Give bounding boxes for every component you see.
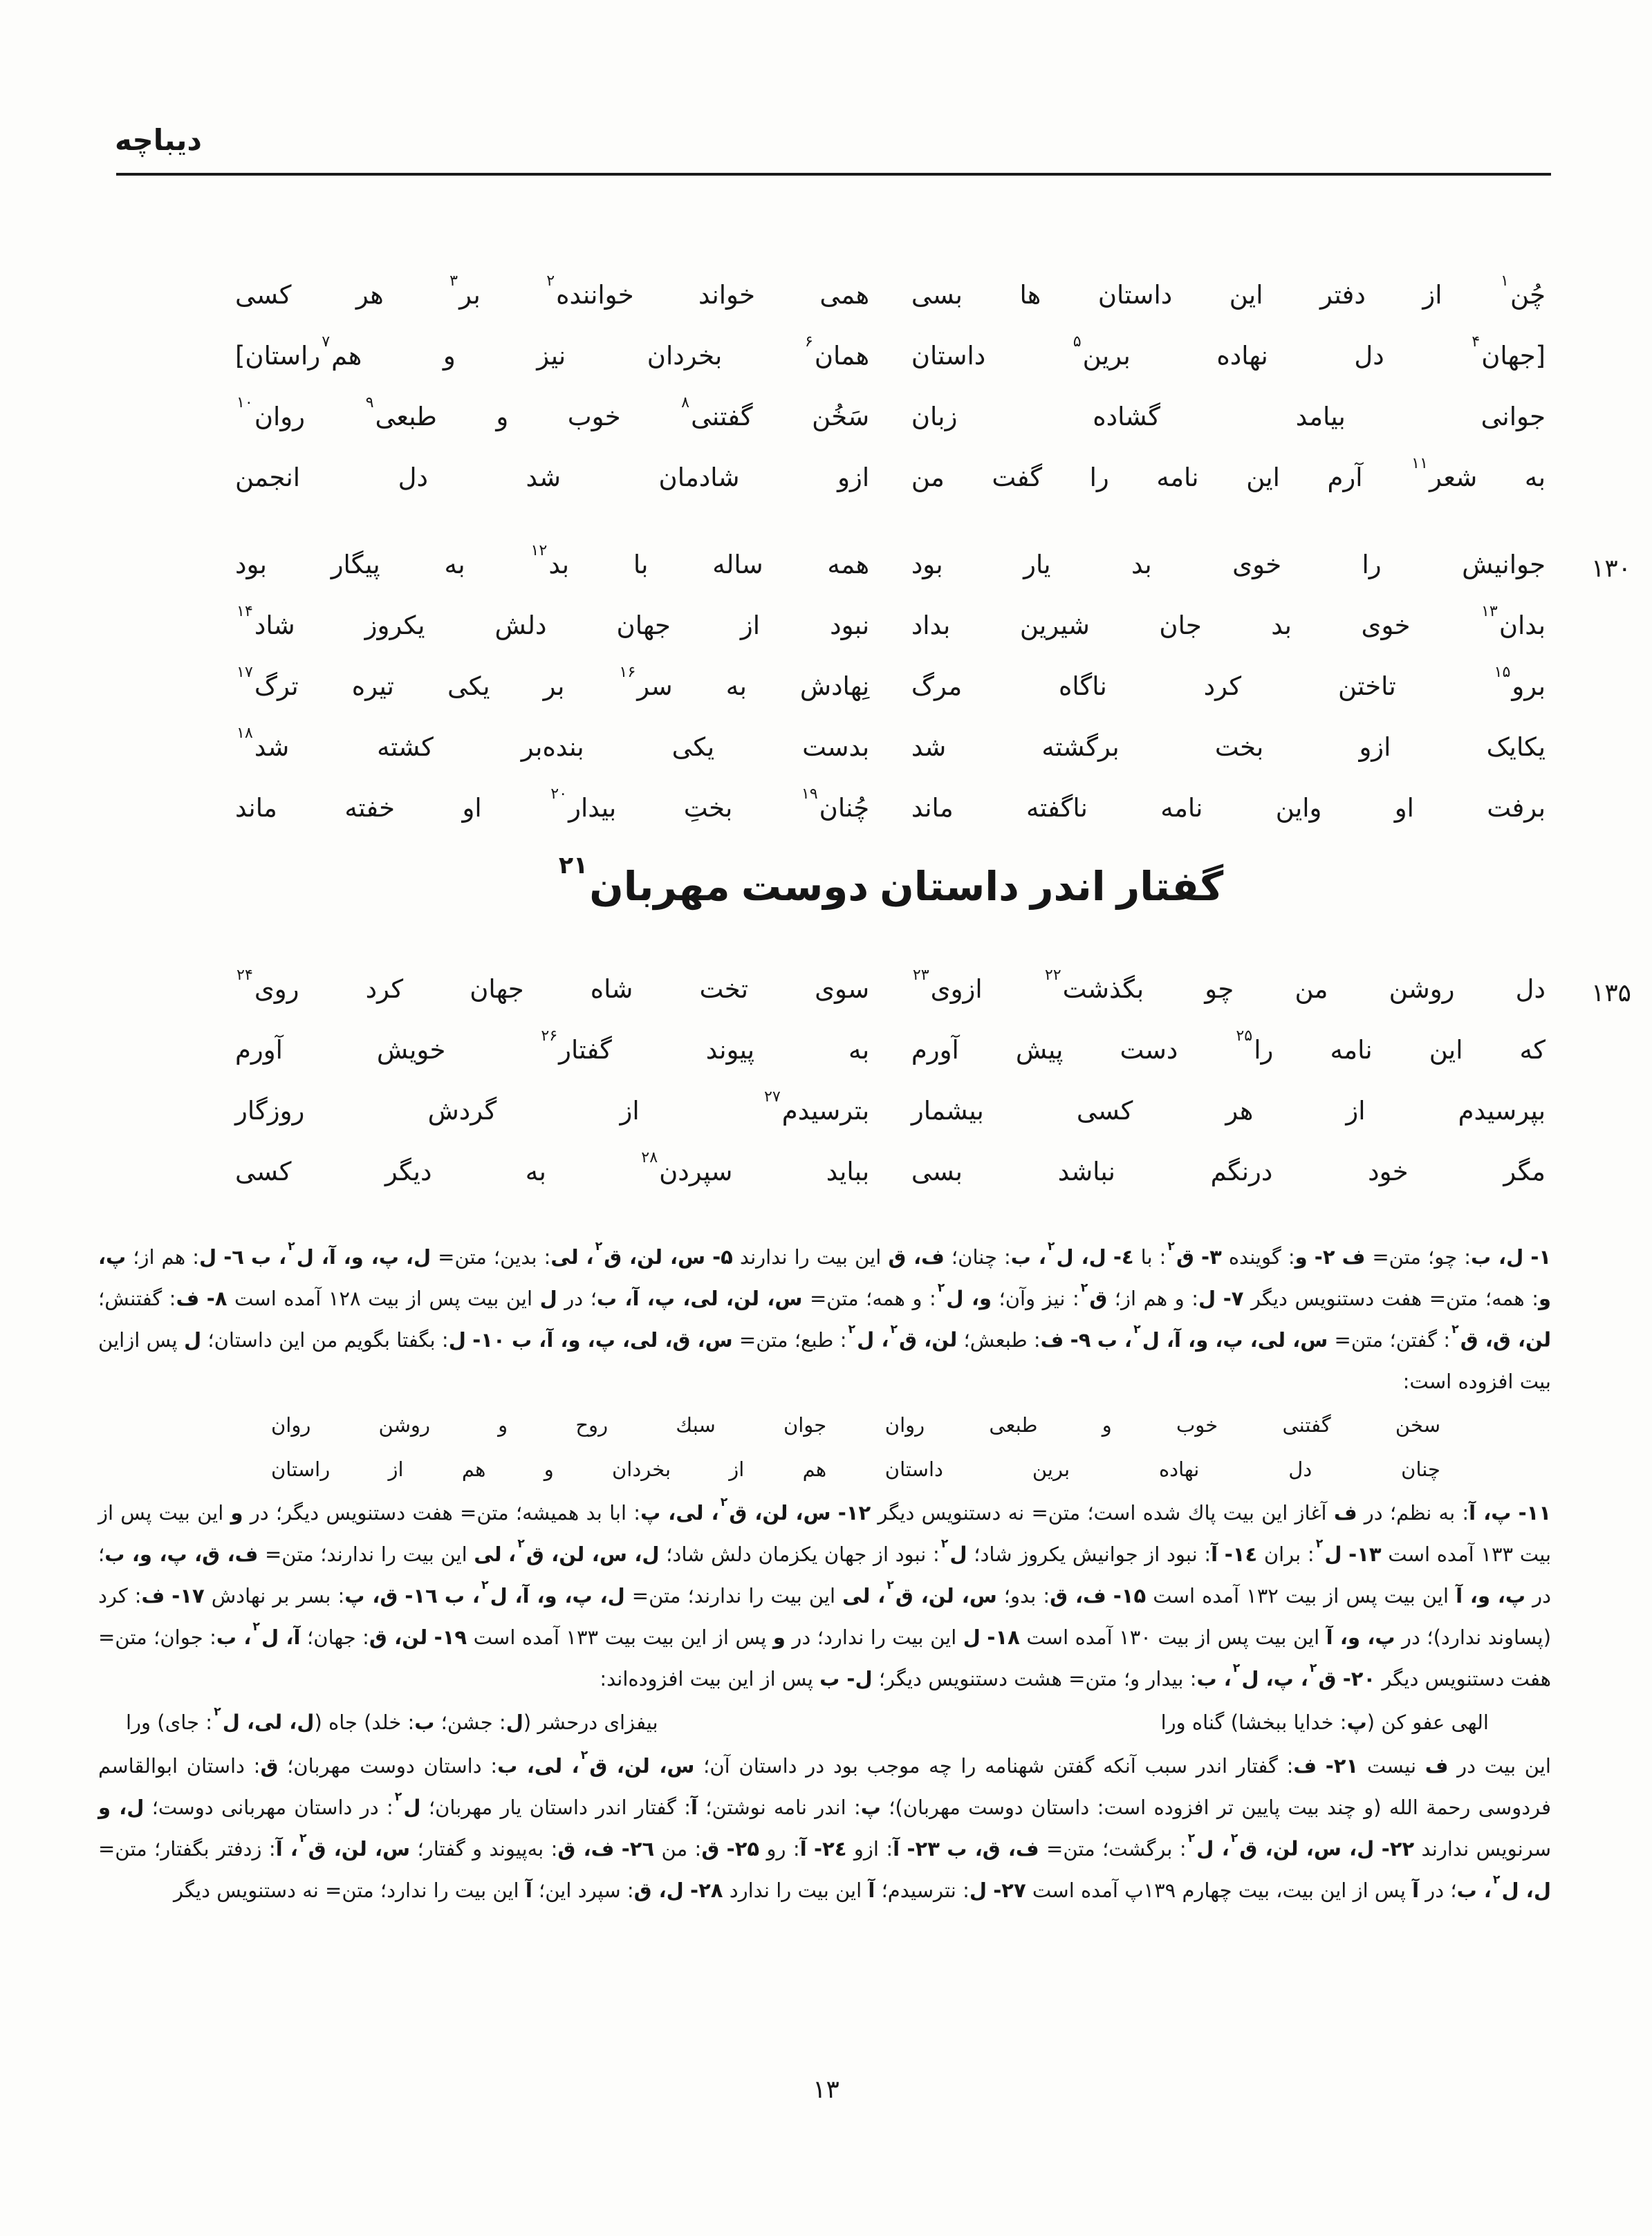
hemistich-right: جوانی بیامد گشاده زبان xyxy=(911,402,1546,431)
critical-apparatus xyxy=(98,1236,1551,1911)
hemistich-right: برو$^{۱۵}$ تاختن کرد ناگاه مرگ xyxy=(911,663,1546,701)
hemistich-left: نبود از جهان دلش یکروز شاد$^{۱۴}$ xyxy=(236,602,870,640)
hemistich-left: سوی تخت شاه جهان کرد روی$^{۲۴}$ xyxy=(236,966,870,1004)
apparatus-paragraph-1: ۱- ل، ب: چو؛ متن= ف ۲- و: گوینده ۳- ق$^۲$: با ٤- ل، ل$^۲$، ب: چنان؛ ف، ق این بیت را ندارند ۵- س، لن، ق$^۲$، لی: بدین؛ متن= ل، پ، و، آ، ل$^۲$، ب ٦- ل: هم از؛ پ، و: همه؛ متن= هفت دستنویس دیگر ۷- ل: و هم از؛ ق$^۲$: نیز وآن؛ و، ل$^۲$: و همه؛ متن= س، لن، لی، پ، آ، ب؛ در ل این بیت پس از بیت ۱۲۸ آمده است ۸- ف: گفتنش؛ لن، ق، ق$^۲$: گفتن؛ متن= س، لی، پ، و، آ، ل$^۲$، ب ۹- ف: طبعش؛ لن، ق$^۲$، ل$^۲$: طبع؛ متن= س، ق، لی، پ، و، آ، ب ۱۰- ل: بگفتا بگویم من این داستان؛ ل پس ازاین بیت افزوده است: xyxy=(98,1239,1552,1393)
bayt xyxy=(235,333,1546,401)
verse-number: ۱۳۵ xyxy=(1590,979,1631,1007)
section-heading: گفتار اندر داستان دوست مهربان$^{۲۱}$ xyxy=(558,851,1224,910)
hemistich-right: سخن گفتنی خوب و طبعی روان xyxy=(884,1413,1440,1437)
bayt xyxy=(235,966,1631,1034)
hemistich-right: چُن$^۱$ از دفتر این داستان ها بسی xyxy=(911,272,1546,310)
hemistich-left: همه ساله با بد$^{۱۲}$ به پیگار بود xyxy=(235,541,870,579)
hemistich-left: همان$^۶$ بخردان نیز و هم$^۷$راستان] xyxy=(235,333,870,371)
hemistich-left: هم از بخردان و هم از راستان xyxy=(271,1457,827,1481)
bayt xyxy=(235,272,1546,340)
hemistich-left: بدست یکی بنده‌بر کشته شد$^{۱۸}$ xyxy=(236,724,870,762)
hemistich-right: دل روشن من چو بگذشت$^{۲۲}$ ازوی$^{۲۳}$ xyxy=(912,966,1546,1004)
bayt xyxy=(235,1027,1546,1095)
hemistich-left: بیفزای درحشر (ل: جشن؛ ب: خلد) جاه (ل، لی، ل$^۲$: جای) ورا xyxy=(126,1704,658,1734)
hemistich-right: یکایک ازو بخت برگشته شد xyxy=(911,732,1546,762)
hemistich-left: بترسیدم$^{۲۷}$ از گردش روزگار xyxy=(235,1088,870,1126)
hemistich-right: برفت او واین نامه ناگفته ماند xyxy=(911,793,1546,823)
hemistich-left: جوان سبك روح و روشن روان xyxy=(271,1413,827,1437)
bayt xyxy=(235,541,1631,610)
verse-number: ۱۳۰ xyxy=(1590,555,1631,583)
hemistich-right: چنان دل نهاده برین داستان xyxy=(884,1457,1440,1481)
bayt xyxy=(235,602,1546,671)
hemistich-right: به شعر$^{۱۱}$ آرم این نامه را گفت من xyxy=(911,454,1546,492)
running-head: دیباچه xyxy=(115,123,202,157)
hemistich-left: چُنان$^{۱۹}$ بختِ بیدار$^{۲۰}$ او خفته ماند xyxy=(235,785,870,823)
bayt xyxy=(235,785,1546,853)
hemistich-right: الهی عفو کن (پ: خدایا ببخشا) گناه ورا xyxy=(1160,1711,1489,1734)
bayt xyxy=(235,724,1546,792)
hemistich-right: مگر خود درنگم نباشد بسی xyxy=(911,1157,1546,1186)
hemistich-right: بپرسیدم از هر کسی بیشمار xyxy=(911,1096,1546,1126)
verse-block-3 xyxy=(235,966,1631,1217)
hemistich-left: ازو شادمان شد دل انجمن xyxy=(235,463,870,492)
hemistich-right: که این نامه را$^{۲۵}$ دست پیش آورم xyxy=(911,1027,1546,1065)
hemistich-right: بدان$^{۱۳}$ خوی بد جان شیرین بداد xyxy=(911,602,1546,640)
bayt xyxy=(235,663,1546,732)
bayt xyxy=(235,393,1546,462)
hemistich-left: به پیوند گفتار$^{۲۶}$ خویش آورم xyxy=(235,1027,870,1065)
hemistich-left: بباید سپردن$^{۲۸}$ به دیگر کسی xyxy=(235,1148,870,1186)
hemistich-right: [جهان$^۴$ دل نهاده برین$^۵$ داستان xyxy=(911,333,1546,371)
apparatus-quoted-bayt xyxy=(271,1404,1440,1446)
page-number: ۱۳ xyxy=(813,2076,839,2104)
apparatus-paragraph-3: این بیت در ف نیست ۲۱- ف: گفتار اندر سبب آنکه گفتن شهنامه را چه موجب بود در داستان آن؛ س، لن، ق$^۲$، لی، ب: داستان دوست مهربان؛ ق: داستان ابوالقاسم فردوسی رحمة الله (و چند بیت پایین تر افزوده است: داستان دوست مهربان)؛ پ: اندر نامه نوشتن؛ آ: گفتار اندر داستان یار مهربان؛ ل$^۲$: در داستان مهربانی دوست؛ ل، و سرنویس ندارند ۲۲- ل، س، لن، ق$^۲$، ل$^۲$: برگشت؛ متن= ف، ق، ب ۲۳- آ: ازو ۲٤- آ: رو ۲۵- ق: من ۲٦- ف، ق: به‌پیوند و گفتار؛ س، لن، ق$^۲$، آ: زدفتر بگفتار؛ متن= ل، ل$^۲$، ب؛ در آ پس از این بیت، بیت چهارم ۱۳۹پ آمده است ۲۷- ل: نترسیدم؛ آ این بیت را ندارد ۲۸- ل، ق: سپرد این؛ آ این بیت را ندارد؛ متن= نه دستنویس دیگر xyxy=(98,1748,1551,1902)
hemistich-left: نِهادش به سر$^{۱۶}$ بر یکی تیره ترگ$^{۱۷}$ xyxy=(236,663,870,701)
apparatus-quoted-bayt xyxy=(271,1448,1440,1491)
poem-area xyxy=(235,272,1631,1217)
bayt xyxy=(235,1148,1546,1217)
header-rule xyxy=(116,173,1551,176)
bayt xyxy=(235,1088,1546,1156)
apparatus-paragraph-2: ۱۱- پ، آ: به نظم؛ در ف آغاز این بیت پاك شده است؛ متن= نه دستنویس دیگر ۱۲- س، لن، ق$^۲$، لی، پ: ابا بد همیشه؛ متن= هفت دستنویس دیگر؛ در و این بیت پس از بیت ۱۳۳ آمده است ۱۳- ل$^۲$: بران ۱٤- آ: نبود از جوانیش یکروز شاد؛ ل$^۲$: نبود از جهان یکزمان دلش شاد؛ ل، س، لن، ق$^۲$، لی این بیت را ندارند؛ متن= ف، ق، پ، و، ب؛ در پ، و، آ این بیت پس از بیت ۱۳۲ آمده است ۱۵- ف، ق: بدو؛ س، لن، ق$^۲$، لی این بیت را ندارند؛ متن= ل، پ، و، آ، ل$^۲$، ب ۱٦- ق، پ: بسر بر نهادش ۱۷- ف: کرد (پساوند ندارد)؛ در پ، و، آ این بیت پس از بیت ۱۳۰ آمده است ۱۸- ل این بیت را ندارد؛ در و پس از این بیت بیت ۱۳۳ آمده است ۱۹- لن، ق: جهان؛ آ، ل$^۲$، ب: جوان؛ متن= هفت دستنویس دیگر ۲۰- ق$^۲$، پ، ل$^۲$، ب: بیدار و؛ متن= هشت دستنویس دیگر؛ ل- ب پس از این بیت افزوده‌اند: xyxy=(98,1495,1552,1690)
apparatus-quoted-bayt xyxy=(126,1701,1489,1744)
hemistich-right: جوانیش را خوی بد یار بود xyxy=(911,550,1546,579)
hemistich-left: همی خواند خواننده$^۲$ بر$^۳$ هر کسی xyxy=(235,272,870,310)
bayt xyxy=(235,454,1546,523)
verse-block-1 xyxy=(235,272,1546,523)
hemistich-left: سَخُن گفتنی$^۸$ خوب و طبعی$^۹$ روان$^{۱۰}$ xyxy=(236,393,870,431)
verse-block-2 xyxy=(235,541,1631,853)
